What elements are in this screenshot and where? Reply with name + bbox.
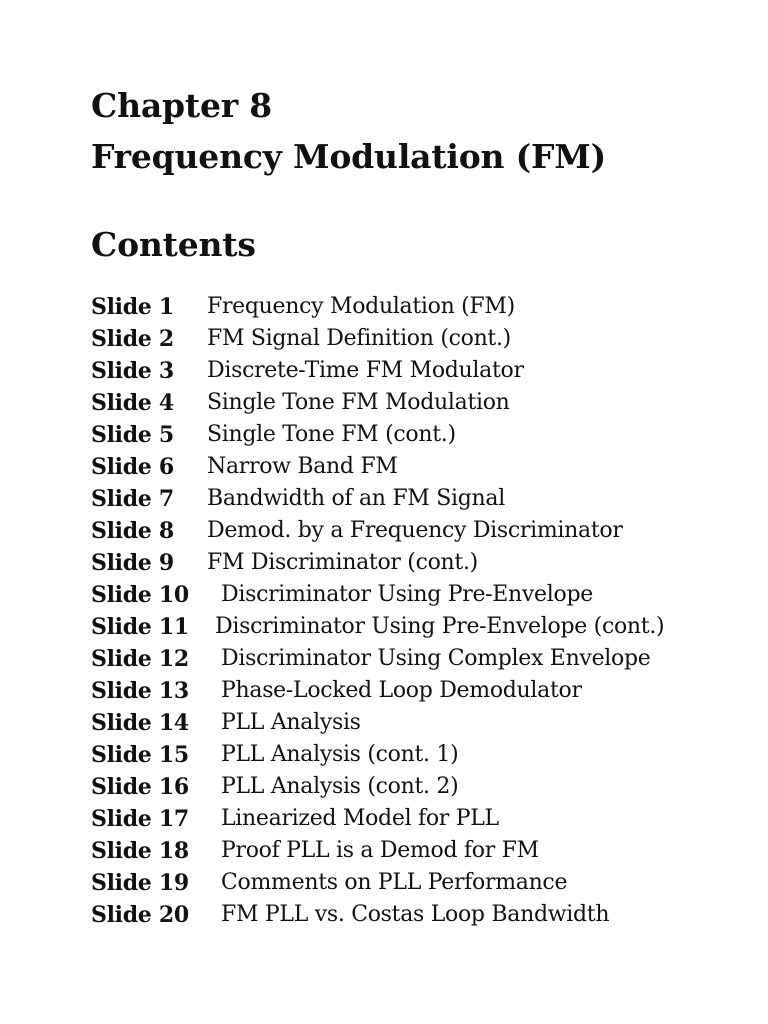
toc-item-18: [91, 835, 664, 867]
slide-label: Slide 7: [91, 486, 174, 512]
slide-title: Linearized Model for PLL: [221, 806, 499, 831]
slide-title: Narrow Band FM: [207, 454, 398, 479]
slide-label: Slide 18: [91, 838, 189, 864]
slide-label: Slide 4: [91, 390, 174, 416]
toc-item-7: [91, 483, 664, 515]
toc-item-10: [91, 579, 664, 611]
slide-title: Bandwidth of an FM Signal: [207, 486, 505, 511]
slide-title: FM PLL vs. Costas Loop Bandwidth: [221, 902, 610, 927]
slide-label: Slide 11: [91, 614, 189, 640]
toc-item-17: [91, 803, 664, 835]
slide-title: Comments on PLL Performance: [221, 870, 568, 895]
slide-title: Single Tone FM Modulation: [207, 390, 510, 415]
slide-label: Slide 2: [91, 326, 174, 352]
slide-title: Demod. by a Frequency Discriminator: [207, 518, 623, 543]
slide-title: Discriminator Using Pre-Envelope: [221, 582, 593, 607]
toc-item-6: [91, 451, 664, 483]
slide-title: Phase-Locked Loop Demodulator: [221, 678, 582, 703]
slide-label: Slide 17: [91, 806, 189, 832]
toc-item-1: [91, 291, 664, 323]
slide-label: Slide 8: [91, 518, 174, 544]
slide-label: Slide 1: [91, 294, 174, 320]
toc-item-19: [91, 867, 664, 899]
slide-label: Slide 13: [91, 678, 189, 704]
slide-title: PLL Analysis: [221, 710, 361, 735]
toc-item-13: [91, 675, 664, 707]
chapter-title: Frequency Modulation (FM): [91, 137, 607, 176]
toc-item-16: [91, 771, 664, 803]
slide-title: PLL Analysis (cont. 2): [221, 774, 459, 799]
slide-label: Slide 16: [91, 774, 189, 800]
slide-title: FM Signal Definition (cont.): [207, 326, 511, 351]
table-of-contents: [91, 291, 664, 931]
slide-label: Slide 6: [91, 454, 174, 480]
toc-item-20: [91, 899, 664, 931]
slide-title: Discriminator Using Complex Envelope: [221, 646, 651, 671]
slide-label: Slide 3: [91, 358, 174, 384]
slide-label: Slide 20: [91, 902, 189, 928]
slide-title: Discrete-Time FM Modulator: [207, 358, 524, 383]
toc-item-15: [91, 739, 664, 771]
toc-item-8: [91, 515, 664, 547]
slide-title: FM Discriminator (cont.): [207, 550, 478, 575]
slide-label: Slide 12: [91, 646, 189, 672]
chapter-number: Chapter 8: [91, 86, 272, 125]
slide-title: Proof PLL is a Demod for FM: [221, 838, 539, 863]
toc-item-3: [91, 355, 664, 387]
toc-item-9: [91, 547, 664, 579]
contents-heading: Contents: [91, 225, 256, 264]
slide-label: Slide 5: [91, 422, 174, 448]
slide-label: Slide 15: [91, 742, 189, 768]
toc-item-11: [91, 611, 664, 643]
toc-item-12: [91, 643, 664, 675]
slide-title: Single Tone FM (cont.): [207, 422, 456, 447]
slide-title: Discriminator Using Pre-Envelope (cont.): [215, 614, 665, 639]
toc-item-4: [91, 387, 664, 419]
slide-title: Frequency Modulation (FM): [207, 294, 515, 319]
toc-item-2: [91, 323, 664, 355]
slide-label: Slide 10: [91, 582, 189, 608]
toc-item-14: [91, 707, 664, 739]
slide-label: Slide 14: [91, 710, 189, 736]
slide-label: Slide 9: [91, 550, 174, 576]
toc-item-5: [91, 419, 664, 451]
slide-label: Slide 19: [91, 870, 189, 896]
slide-title: PLL Analysis (cont. 1): [221, 742, 459, 767]
